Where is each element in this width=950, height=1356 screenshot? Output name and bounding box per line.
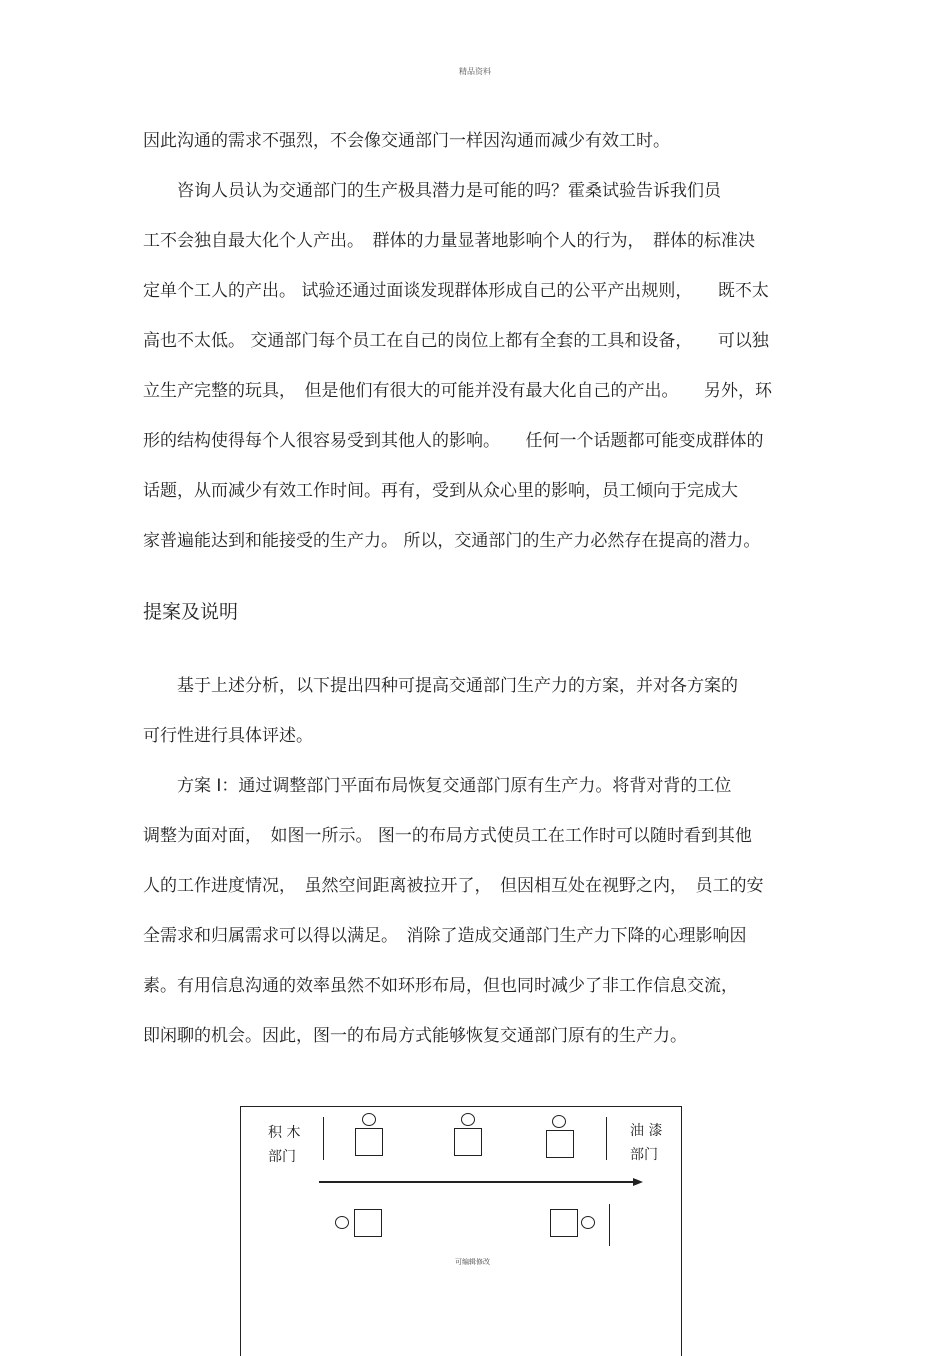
right-dept-line: 油 漆 bbox=[630, 1123, 663, 1139]
worker-head bbox=[461, 1113, 475, 1126]
arrow-head-icon bbox=[633, 1178, 643, 1186]
paragraph-line: 可行性进行具体评述。 bbox=[143, 726, 313, 746]
paragraph-line: 即闲聊的机会。因此，图一的布局方式能够恢复交通部门原有的生产力。 bbox=[143, 1026, 687, 1046]
desk bbox=[550, 1209, 578, 1237]
page-header: 精品资料 bbox=[459, 67, 491, 76]
paragraph-line: 因此沟通的需求不强烈，不会像交通部门一样因沟通而减少有效工时。 bbox=[143, 131, 670, 151]
paragraph-line: 全需求和归属需求可以得以满足。 消除了造成交通部门生产力下降的心理影响因 bbox=[143, 926, 747, 946]
watermark-note: 可编辑修改 bbox=[455, 1258, 490, 1266]
paragraph-line: 素。有用信息沟通的效率虽然不如环形布局，但也同时减少了非工作信息交流， bbox=[143, 976, 738, 996]
right-dept-label bbox=[630, 1119, 662, 1167]
desk bbox=[546, 1130, 574, 1158]
worker-head bbox=[362, 1113, 376, 1126]
right-dept-line: 部门 bbox=[630, 1147, 658, 1163]
desk bbox=[454, 1128, 482, 1156]
paragraph-line: 立生产完整的玩具， 但是他们有很大的可能并没有最大化自己的产出。 另外，环 bbox=[143, 381, 772, 401]
paragraph-line: 方案 I：通过调整部门平面布局恢复交通部门原有生产力。将背对背的工位 bbox=[143, 776, 732, 796]
left-dept-line: 积 木 bbox=[268, 1125, 301, 1141]
right-partition bbox=[606, 1117, 607, 1160]
desk bbox=[355, 1128, 383, 1156]
left-partition bbox=[323, 1117, 324, 1160]
desk bbox=[354, 1209, 382, 1237]
worker-head bbox=[581, 1216, 595, 1229]
worker-head bbox=[335, 1216, 349, 1229]
paragraph-line: 咨询人员认为交通部门的生产极具潜力是可能的吗？霍桑试验告诉我们员 bbox=[143, 181, 721, 201]
paragraph-line: 人的工作进度情况， 虽然空间距离被拉开了， 但因相互处在视野之内， 员工的安 bbox=[143, 876, 764, 896]
paragraph-line: 定单个工人的产出。 试验还通过面谈发现群体形成自己的公平产出规则， 既不太 bbox=[143, 281, 769, 301]
paragraph-line: 工不会独自最大化个人产出。 群体的力量显著地影响个人的行为， 群体的标准决 bbox=[143, 231, 755, 251]
left-dept-line: 部门 bbox=[268, 1149, 296, 1165]
section-title: 提案及说明 bbox=[143, 601, 239, 623]
floor-plan-diagram bbox=[240, 1106, 682, 1356]
paragraph-line: 调整为面对面， 如图一所示。 图一的布局方式使员工在工作时可以随时看到其他 bbox=[143, 826, 752, 846]
paragraph-line: 基于上述分析，以下提出四种可提高交通部门生产力的方案，并对各方案的 bbox=[143, 676, 738, 696]
left-dept-label bbox=[268, 1121, 300, 1169]
paragraph-line: 形的结构使得每个人很容易受到其他人的影响。 任何一个话题都可能变成群体的 bbox=[143, 431, 764, 451]
worker-head bbox=[552, 1115, 566, 1128]
bottom-right-partition bbox=[609, 1204, 610, 1246]
flow-arrow-line bbox=[319, 1181, 633, 1183]
paragraph-line: 高也不太低。 交通部门每个员工在自己的岗位上都有全套的工具和设备， 可以独 bbox=[143, 331, 769, 351]
paragraph-line: 家普遍能达到和能接受的生产力。 所以，交通部门的生产力必然存在提高的潜力。 bbox=[143, 531, 761, 551]
paragraph-line: 话题，从而减少有效工作时间。再有，受到从众心里的影响，员工倾向于完成大 bbox=[143, 481, 738, 501]
